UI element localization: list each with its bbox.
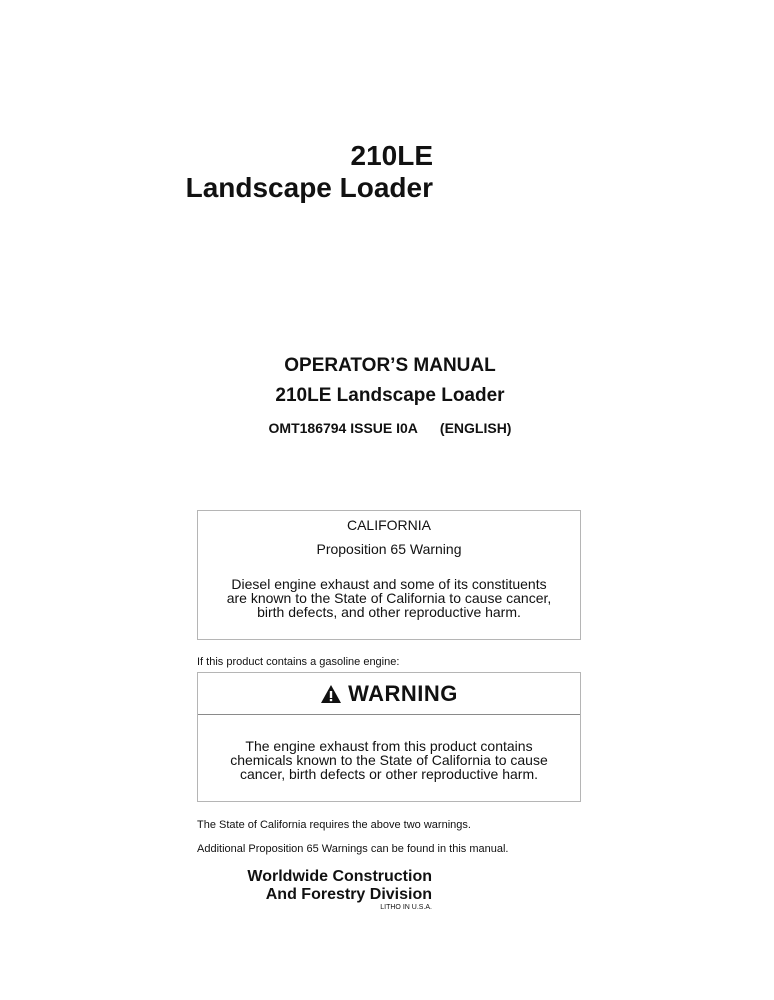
proposition-label: Proposition 65 Warning — [316, 541, 462, 557]
california-warning-text — [198, 577, 580, 619]
manual-subtitle: 210LE Landscape Loader — [275, 385, 505, 406]
division-name-line2: And Forestry Division — [265, 886, 432, 903]
cover-model-title: 210LE — [350, 140, 433, 171]
california-warning-line: are known to the State of California to cause cancer, — [226, 590, 552, 606]
warning-body-text — [198, 739, 580, 781]
california-prop65-box — [197, 510, 581, 640]
gasoline-engine-note: If this product contains a gasoline engine: — [197, 656, 400, 668]
warning-body-line: The engine exhaust from this product contains — [245, 738, 533, 754]
california-warning-line: birth defects, and other reproductive harm. — [257, 604, 521, 620]
warning-body-line: chemicals known to the State of California to cause — [230, 752, 548, 768]
california-warning-line: Diesel engine exhaust and some of its constituents — [231, 576, 547, 592]
manual-language: (ENGLISH) — [439, 420, 512, 436]
california-label: CALIFORNIA — [346, 517, 431, 533]
litho-note: LITHO IN U.S.A. — [380, 904, 432, 911]
warning-body-line: cancer, birth defects or other reproductive harm. — [239, 766, 539, 782]
division-name-line1: Worldwide Construction — [247, 868, 432, 885]
cover-product-title: Landscape Loader — [185, 172, 433, 203]
warning-triangle-icon — [320, 684, 342, 704]
manual-number-line — [200, 420, 580, 436]
warning-label: WARNING — [348, 680, 458, 706]
manual-heading: OPERATOR’S MANUAL — [284, 355, 496, 376]
requirement-note: The State of California requires the above two warnings. — [197, 819, 471, 831]
additional-warnings-note: Additional Proposition 65 Warnings can be found in this manual. — [197, 843, 509, 855]
gasoline-warning-box — [197, 672, 581, 802]
manual-issue-number: OMT186794 ISSUE I0A — [268, 420, 418, 436]
warning-header — [198, 673, 580, 715]
